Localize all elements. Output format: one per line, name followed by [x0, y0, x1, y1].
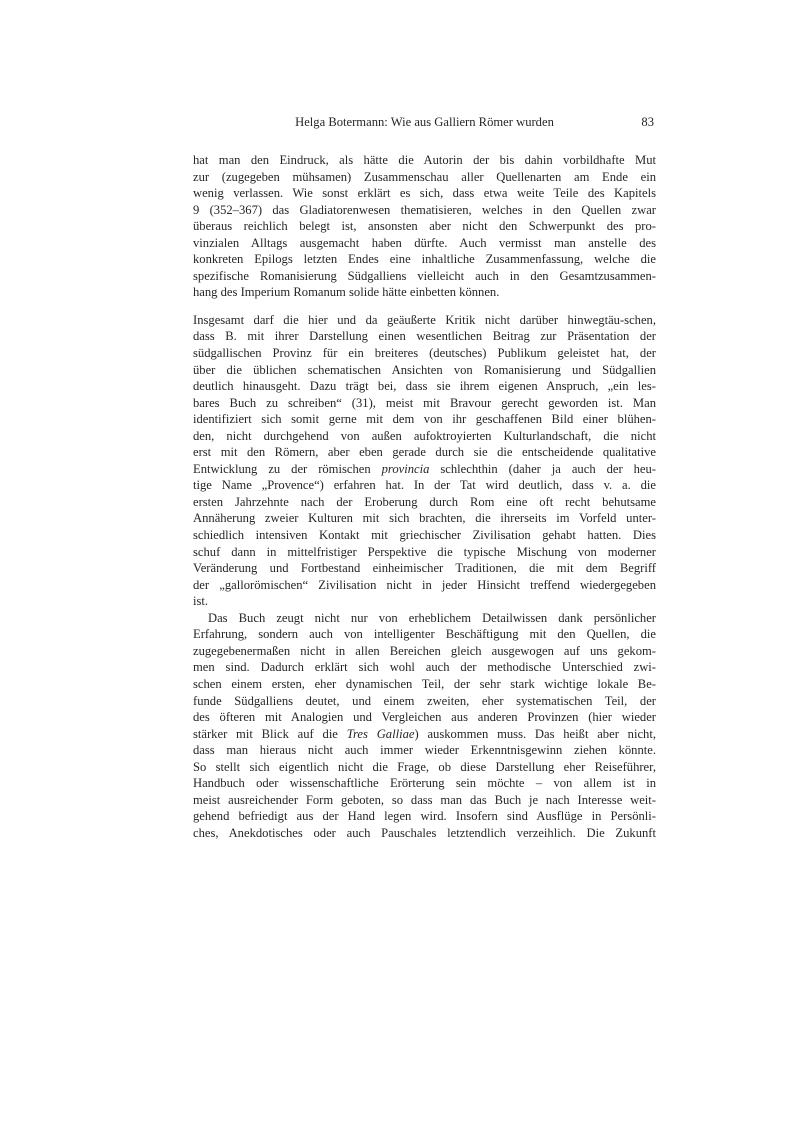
text-line: identifiziert sich somit gerne mit dem von ihr geschaffenen Bild einer blühen-: [193, 412, 656, 427]
text-line: funde Südgalliens deutet, und einem zweiten, eher systematischen Teil, der: [193, 693, 656, 708]
text-line: Insgesamt darf die hier und da geäußerte Kritik nicht darüber hinwegtäu-schen,: [193, 312, 656, 327]
text-line: men sind. Dadurch erklärt sich wohl auch der methodische Unterschied zwi-: [193, 660, 656, 675]
text-line: schiedlich intensiven Kontakt mit griechischer Zivilisation gehabt hatten. Dies: [193, 528, 656, 543]
text-line: schen einem ersten, eher dynamischen Teil, der sehr stark wichtige lokale Be-: [193, 676, 656, 691]
text-line: ist.: [193, 594, 209, 609]
text-line: Entwicklung zu der römischen provincia schlechthin (daher ja auch der heu-: [193, 461, 656, 476]
page-number: 83: [641, 115, 654, 129]
text-line: hat man den Eindruck, als hätte die Autorin der bis dahin vorbildhafte Mut: [193, 153, 656, 167]
text-line: überaus reichlich belegt ist, ansonsten aber nicht den Schwerpunkt des pro-: [193, 219, 656, 234]
text-line: spezifische Romanisierung Südgalliens vielleicht auch in den Gesamtzusammen-: [193, 268, 656, 283]
page-body: [193, 152, 656, 841]
text-line: dass B. mit ihrer Darstellung einen wesentlichen Beitrag zur Präsentation der: [193, 329, 656, 344]
text-line: Das Buch zeugt nicht nur von erheblichem Detailwissen dank persönlicher: [208, 610, 656, 625]
running-title: Helga Botermann: Wie aus Galliern Römer wurden: [295, 115, 554, 129]
text-line: vinzialen Alltags ausgemacht haben dürfte. Auch vermisst man anstelle des: [193, 235, 656, 250]
text-line: deutlich hinausgeht. Dazu trägt bei, dass sie ihrem eigenen Anspruch, „ein les-: [193, 379, 656, 394]
text-line: Annäherung zweier Kulturen mit sich brachten, die ihrerseits im Vorfeld unter-: [193, 511, 656, 526]
text-line: zugegebenermaßen nicht in allen Bereichen gleich ausgewogen auf uns gekom-: [193, 643, 656, 658]
text-line: wenig verlassen. Wie sonst erklärt es sich, dass etwa weite Teile des Kapitels: [193, 186, 656, 201]
text-line: des öfteren mit Analogien und Vergleichen aus anderen Provinzen (hier wieder: [193, 710, 656, 725]
text-line: schuf dann in mittelfristiger Perspektive die typische Mischung von moderner: [193, 544, 656, 559]
text-line: So stellt sich eigentlich nicht die Frage, ob diese Darstellung eher Reiseführer,: [193, 759, 656, 774]
text-line: der „gallorömischen“ Zivilisation nicht in jeder Hinsicht treffend wiedergegeben: [193, 577, 656, 592]
text-line: Veränderung und Fortbestand einheimischer Traditionen, die mit dem Begriff: [193, 561, 656, 576]
text-line: erst mit den Römern, aber eben gerade durch sie die entscheidende qualitative: [193, 445, 656, 460]
text-line: stärker mit Blick auf die Tres Galliae) auskommen muss. Das heißt aber nicht,: [193, 726, 656, 741]
text-line: ersten Jahrzehnte nach der Eroberung durch Rom eine oft recht behutsame: [193, 494, 656, 509]
text-line: südgallischen Provinz für ein breiteres (deutsches) Publikum geleistet hat, der: [193, 346, 656, 361]
text-line: meist ausreichender Form geboten, so dass man das Buch je nach Interesse weit-: [193, 792, 656, 807]
text-line: Handbuch oder wissenschaftliche Erörterung sein möchte – von allem ist in: [193, 776, 656, 791]
text-line: gehend befriedigt aus der Hand legen wird. Insofern sind Ausflüge in Persönli-: [193, 809, 656, 824]
paragraph: [193, 312, 656, 610]
paragraph: [193, 610, 656, 842]
text-line: über die üblichen schematischen Ansichten von Romanisierung und Südgallien: [193, 362, 656, 377]
text-line: Erfahrung, sondern auch von intelligenter Beschäftigung mit den Quellen, die: [193, 627, 656, 642]
text-line: bares Buch zu schreiben“ (31), meist mit Bravour gerecht geworden ist. Man: [193, 395, 656, 410]
text-line: zur (zugegeben mühsamen) Zusammenschau aller Quellenarten am Ende ein: [193, 169, 656, 184]
text-line: ches, Anekdotisches oder auch Pauschales letztendlich verzeihlich. Die Zukunft: [193, 825, 656, 840]
text-line: konkreten Epilogs letzten Endes eine inhaltliche Zusammenfassung, welche die: [193, 252, 656, 267]
text-line: dass man hieraus nicht auch immer wieder Erkenntnisgewinn ziehen könnte.: [193, 743, 656, 758]
text-line: 9 (352–367) das Gladiatorenwesen thematisieren, welches in den Quellen zwar: [193, 202, 656, 217]
paragraph: [193, 152, 656, 301]
running-header: [193, 114, 656, 131]
text-line: tige Name „Provence“) erfahren hat. In der Tat wird deutlich, dass v. a. die: [193, 478, 656, 493]
italic-text: Tres Galliae: [346, 726, 415, 741]
text-line: hang des Imperium Romanum solide hätte einbetten können.: [193, 285, 500, 300]
text-line: den, nicht durchgehend von außen aufoktroyierten Kulturlandschaft, die nicht: [193, 428, 656, 443]
italic-text: provincia: [381, 461, 430, 476]
